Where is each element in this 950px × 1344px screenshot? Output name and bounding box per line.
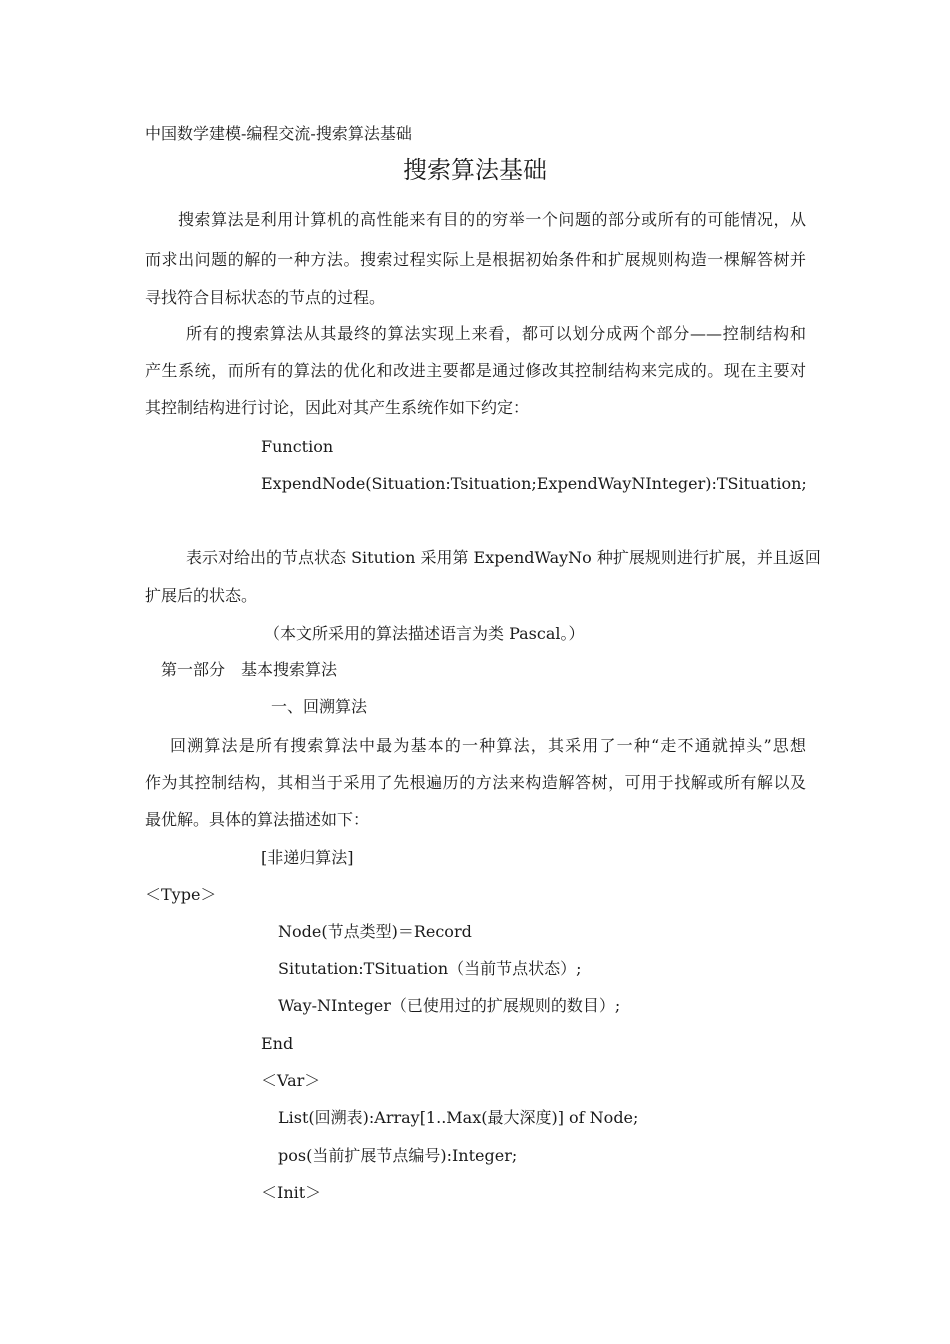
intro-paragraph-2-line-3: 其控制结构进行讨论，因此对其产生系统作如下约定： xyxy=(145,398,530,417)
code-node-record: Node(节点类型)＝Record xyxy=(278,922,472,941)
intro-paragraph-1-line-1: 搜索算法是利用计算机的高性能来有目的的穷举一个问题的部分或所有的可能情况，从 xyxy=(178,210,806,229)
page-title: 搜索算法基础 xyxy=(403,156,547,184)
language-note: （本文所采用的算法描述语言为类 Pascal。） xyxy=(264,624,585,643)
code-end: End xyxy=(261,1034,294,1053)
backtracking-paragraph-line-1: 回溯算法是所有搜索算法中最为基本的一种算法，其采用了一种“走不通就掉头”思想 xyxy=(170,736,806,755)
backtracking-paragraph-line-3: 最优解。具体的算法描述如下： xyxy=(145,810,370,829)
code-situation-field: Situtation:TSituation（当前节点状态）; xyxy=(278,959,582,978)
intro-paragraph-1-line-2: 而求出问题的解的一种方法。搜索过程实际上是根据初始条件和扩展规则构造一棵解答树并 xyxy=(145,250,806,269)
function-signature: ExpendNode(Situation:Tsituation;ExpendWayNInteger):TSituation; xyxy=(261,474,807,493)
code-pos-declaration: pos(当前扩展节点编号):Integer; xyxy=(278,1146,518,1165)
code-list-declaration: List(回溯表):Array[1..Max(最大深度)] of Node; xyxy=(278,1108,639,1127)
code-init-tag: ＜Init＞ xyxy=(261,1183,322,1202)
code-way-field: Way-NInteger（已使用过的扩展规则的数目）; xyxy=(278,996,621,1015)
code-type-tag: ＜Type＞ xyxy=(145,885,217,904)
intro-paragraph-1-line-3: 寻找符合目标状态的节点的过程。 xyxy=(145,288,386,307)
intro-paragraph-2-line-2: 产生系统，而所有的算法的优化和改进主要都是通过修改其控制结构来完成的。现在主要对 xyxy=(145,361,806,380)
backtracking-subheading: 一、回溯算法 xyxy=(271,697,368,716)
backtracking-paragraph-line-2: 作为其控制结构，其相当于采用了先根遍历的方法来构造解答树，可用于找解或所有解以及 xyxy=(145,773,806,792)
part-one-heading: 第一部分 基本搜索算法 xyxy=(161,660,338,679)
code-var-tag: ＜Var＞ xyxy=(261,1071,321,1090)
running-header: 中国数学建模-编程交流-搜索算法基础 xyxy=(145,124,412,143)
description-line-1: 表示对给出的节点状态 Sitution 采用第 ExpendWayNo 种扩展规则进行扩展，并且返回 xyxy=(186,548,821,567)
intro-paragraph-2-line-1: 所有的搜索算法从其最终的算法实现上来看，都可以划分成两个部分——控制结构和 xyxy=(186,324,806,343)
description-line-2: 扩展后的状态。 xyxy=(145,586,258,605)
function-keyword: Function xyxy=(261,437,334,456)
code-label: [非递归算法] xyxy=(261,848,354,867)
